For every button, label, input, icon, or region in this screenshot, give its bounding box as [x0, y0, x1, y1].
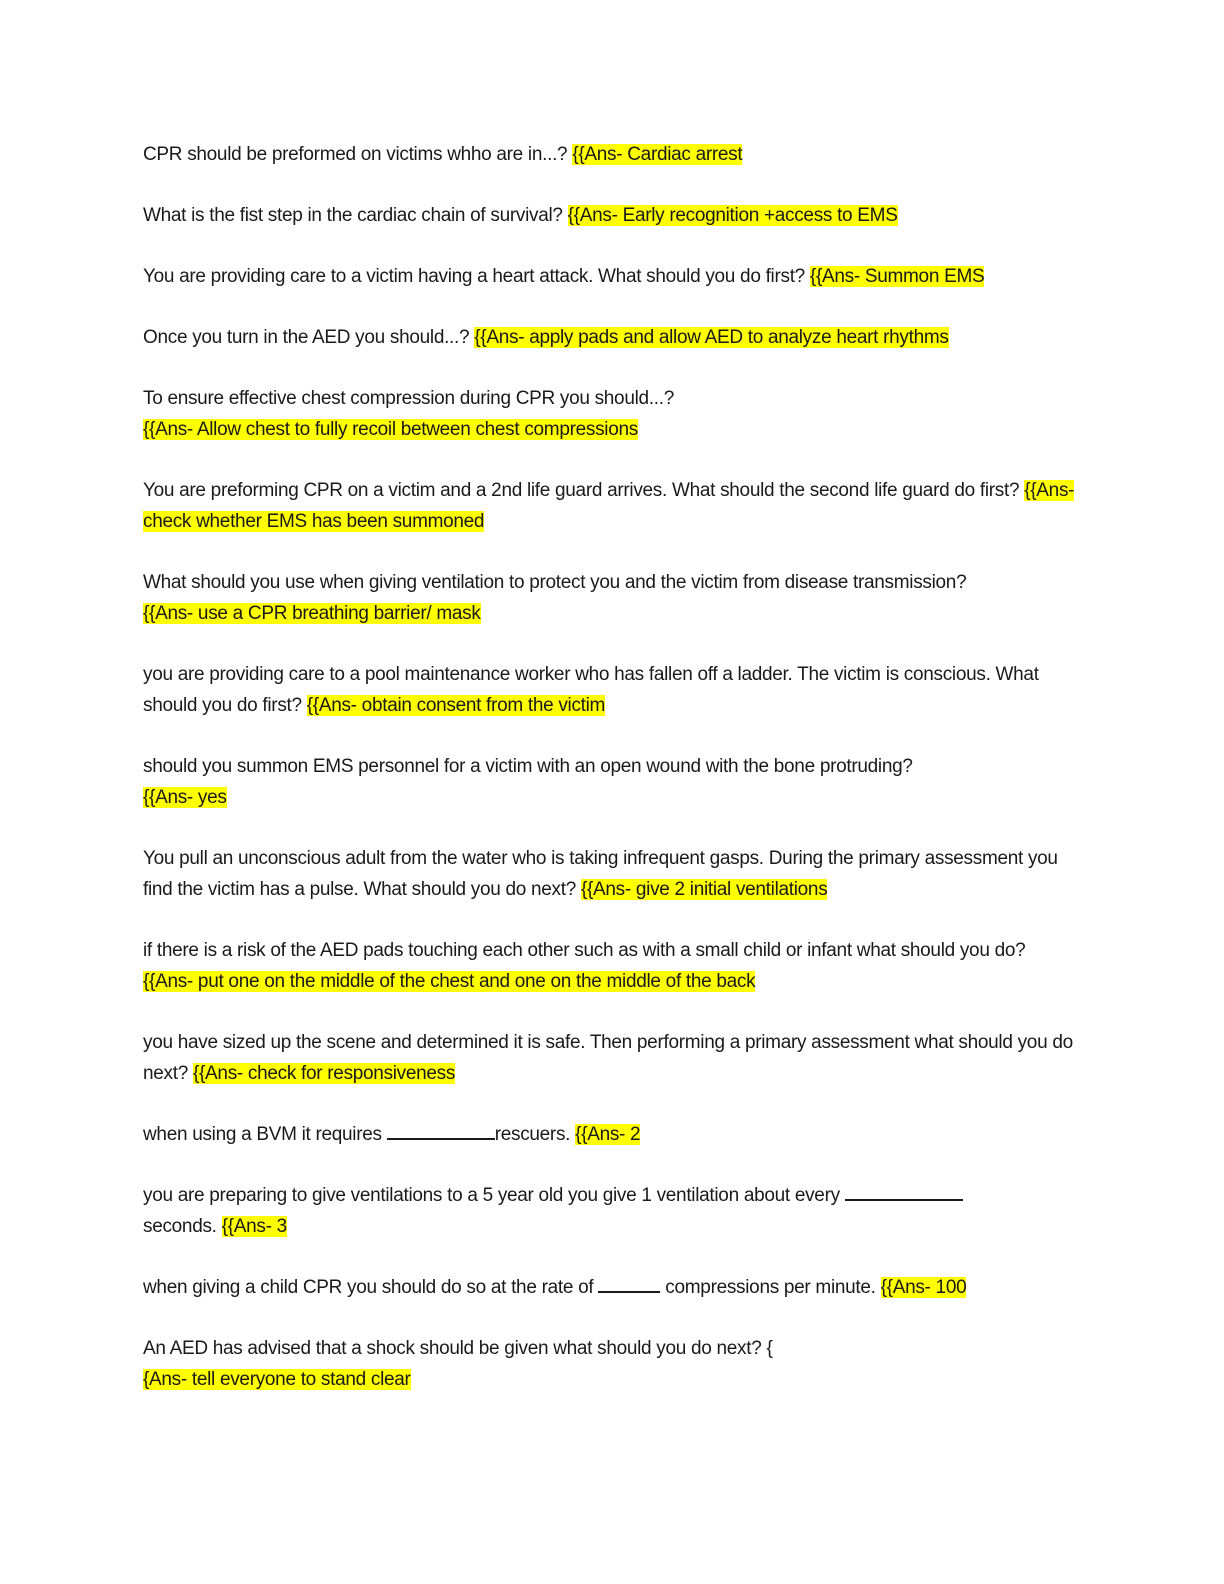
qa-item-14 [143, 1180, 1078, 1242]
qa-item-12 [143, 1027, 1078, 1089]
question-text: CPR should be preformed on victims whho are in...? [143, 144, 573, 165]
qa-item-9 [143, 751, 1078, 813]
question-text: What should you use when giving ventilation to protect you and the victim from disease transmission? [143, 572, 967, 593]
question-text: should you summon EMS personnel for a victim with an open wound with the bone protruding? [143, 756, 913, 777]
answer-highlight: {{Ans- check whether EMS has been summoned [143, 480, 1075, 532]
qa-item-16 [143, 1333, 1078, 1395]
question-text: compressions per minute. [660, 1277, 881, 1298]
question-text: when using a BVM it requires [143, 1124, 387, 1145]
question-text: you are providing care to a pool maintenance worker who has fallen off a ladder. The victim is conscious. What should you do first? [143, 664, 1039, 716]
answer-highlight: {{Ans- 3 [221, 1216, 287, 1237]
answer-highlight: {{Ans- 2 [575, 1124, 641, 1145]
qa-item-4 [143, 322, 1078, 353]
answer-highlight: {{Ans- obtain consent from the victim [306, 695, 606, 716]
answer-highlight: {{Ans- give 2 initial ventilations [580, 879, 828, 900]
fill-in-blank [387, 1120, 495, 1140]
answer-highlight: {{Ans- Cardiac arrest [572, 144, 743, 165]
fill-in-blank [845, 1181, 963, 1201]
question-text: you are preparing to give ventilations to a 5 year old you give 1 ventilation about every [143, 1185, 845, 1206]
question-text: An AED has advised that a shock should be given what should you do next? { [143, 1338, 773, 1359]
question-text: To ensure effective chest compression during CPR you should...? [143, 388, 674, 409]
fill-in-blank [598, 1273, 660, 1293]
answer-highlight: {{Ans- Early recognition +access to EMS [567, 205, 898, 226]
question-text: rescuers. [494, 1124, 576, 1145]
answer-highlight: {Ans- tell everyone to stand clear [143, 1369, 411, 1390]
question-text: seconds. [143, 1216, 222, 1237]
qa-item-11 [143, 935, 1078, 997]
question-text: You are providing care to a victim having a heart attack. What should you do first? [143, 266, 810, 287]
answer-highlight: {{Ans- put one on the middle of the chest and one on the middle of the back [143, 971, 756, 992]
question-text: You are preforming CPR on a victim and a 2nd life guard arrives. What should the second life guard do first? [143, 480, 1025, 501]
answer-highlight: {{Ans- yes [143, 787, 227, 808]
qa-item-7 [143, 567, 1078, 629]
qa-item-1 [143, 139, 1078, 170]
qa-item-8 [143, 659, 1078, 721]
answer-highlight: {{Ans- Summon EMS [809, 266, 985, 287]
answer-highlight: {{Ans- apply pads and allow AED to analyze heart rhythms [474, 327, 949, 348]
answer-highlight: {{Ans- check for responsiveness [192, 1063, 456, 1084]
question-text: Once you turn in the AED you should...? [143, 327, 475, 348]
qa-item-3 [143, 261, 1078, 292]
qa-list [143, 139, 1078, 1425]
question-text: if there is a risk of the AED pads touching each other such as with a small child or infant what should you do? [143, 940, 1026, 961]
qa-item-2 [143, 200, 1078, 231]
qa-item-15 [143, 1272, 1078, 1303]
qa-item-10 [143, 843, 1078, 905]
answer-highlight: {{Ans- use a CPR breathing barrier/ mask [143, 603, 481, 624]
answer-highlight: {{Ans- 100 [880, 1277, 967, 1298]
answer-highlight: {{Ans- Allow chest to fully recoil between chest compressions [143, 419, 638, 440]
question-text: when giving a child CPR you should do so at the rate of [143, 1277, 599, 1298]
qa-item-13 [143, 1119, 1078, 1150]
question-text: You pull an unconscious adult from the water who is taking infrequent gasps. During the primary assessment you find the victim has a pulse. What should you do next? [143, 848, 1058, 900]
question-text: you have sized up the scene and determined it is safe. Then performing a primary assessment what should you do next? [143, 1032, 1073, 1084]
question-text: What is the fist step in the cardiac chain of survival? [143, 205, 568, 226]
qa-item-5 [143, 383, 1078, 445]
qa-item-6 [143, 475, 1078, 537]
